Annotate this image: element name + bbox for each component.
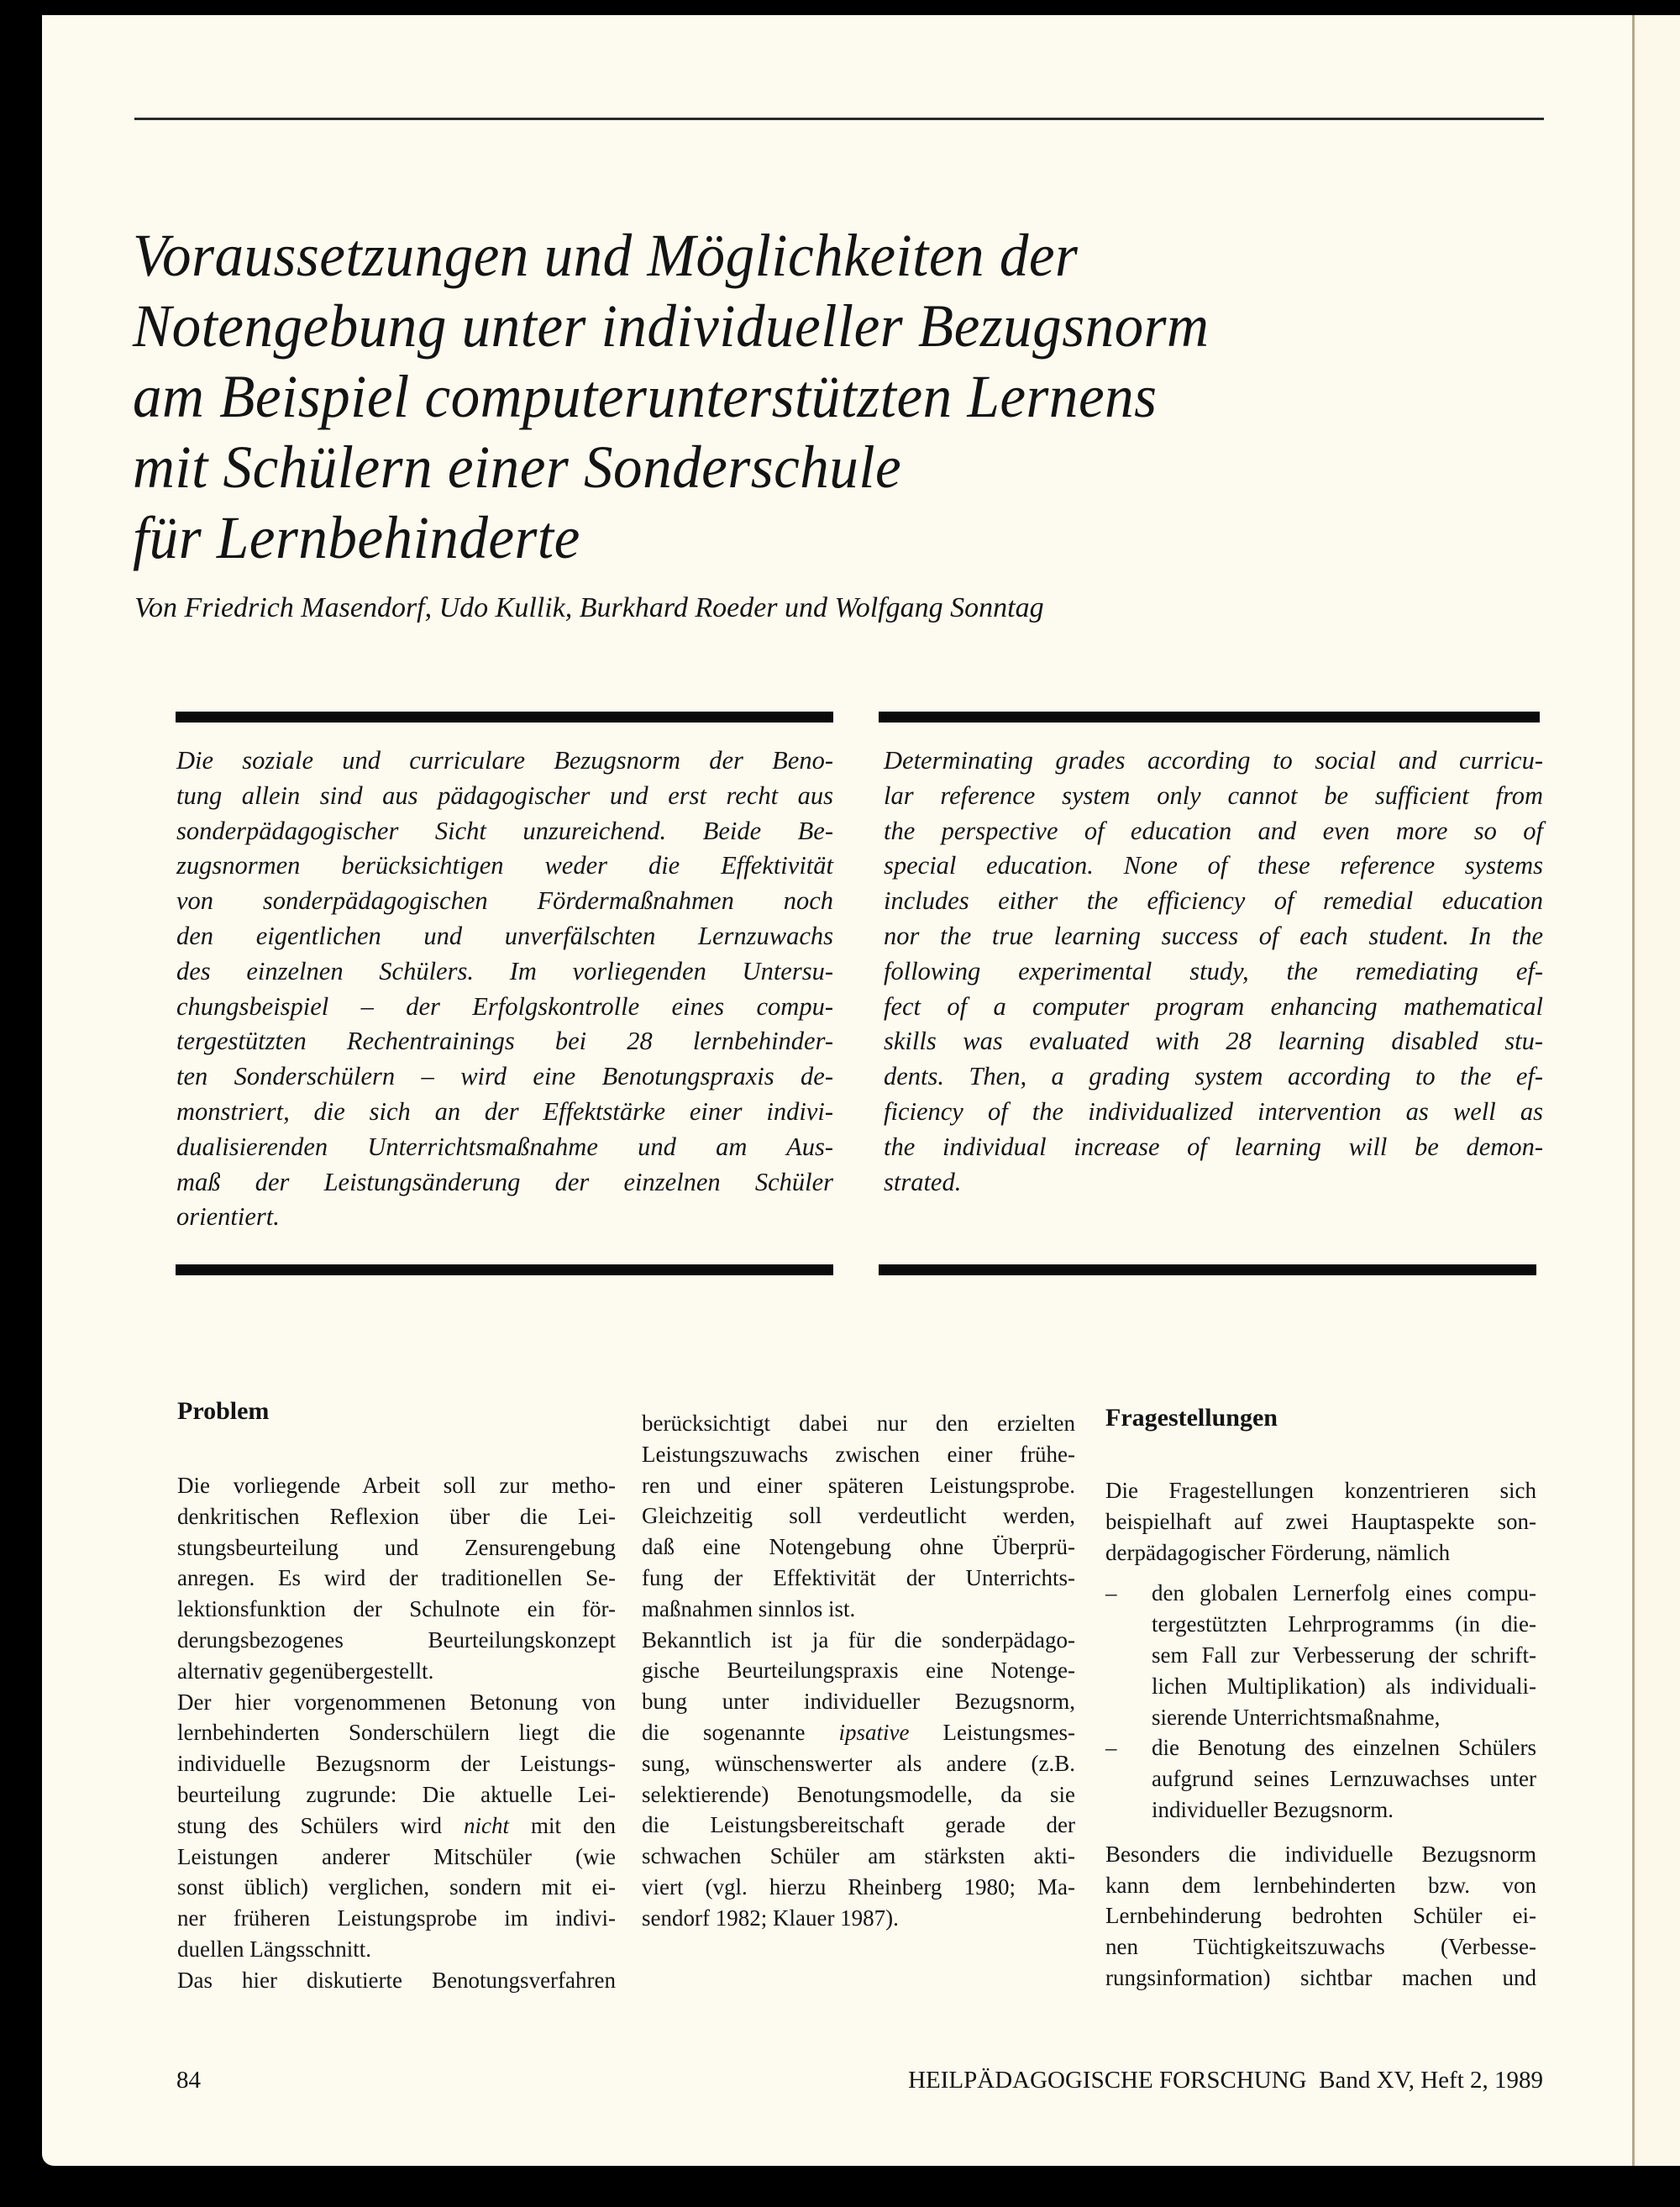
- body-column-3: [1105, 1403, 1536, 1994]
- text-line: kann dem lernbehinderten bzw. von: [1105, 1872, 1536, 1898]
- text-line: duellen Längsschnitt.: [177, 1936, 371, 1962]
- section-heading-problem: Problem: [177, 1397, 270, 1425]
- abstract-line: von sonderpädagogischen Fördermaßnahmen noch: [176, 886, 833, 916]
- journal-footer: [908, 2067, 1543, 2094]
- text-line: alternativ gegenübergestellt.: [177, 1658, 434, 1684]
- abstract-line: skills was evaluated with 28 learning disabled stu-: [884, 1027, 1543, 1056]
- abstract-line: ficiency of the individualized intervention as well as: [884, 1096, 1543, 1126]
- text-line: individuelle Bezugsnorm der Leistungs-: [177, 1751, 616, 1777]
- abstract-line: the individual increase of learning will be demon-: [884, 1132, 1543, 1161]
- abstract-line: nor the true learning success of each student. In the: [884, 921, 1543, 950]
- abstract-line: includes either the efficiency of remedial education: [884, 886, 1543, 916]
- journal-issue: Band XV, Heft 2, 1989: [1319, 2067, 1543, 2094]
- text-line: [177, 1810, 616, 1842]
- text-line: gische Beurteilungspraxis eine Notenge-: [642, 1658, 1075, 1684]
- text-line: denkritischen Reflexion über die Lei-: [177, 1503, 616, 1529]
- text-line: individueller Bezugsnorm.: [1152, 1796, 1394, 1822]
- text-line: Leistungszuwachs zwischen einer frühe-: [642, 1441, 1075, 1467]
- list-item: [1105, 1732, 1536, 1825]
- text-line: beispielhaft auf zwei Hauptaspekte son-: [1105, 1508, 1536, 1534]
- text-line: Lernbehinderung bedrohten Schüler ei-: [1105, 1903, 1536, 1929]
- text-line: die Leistungsbereitschaft gerade der: [642, 1812, 1075, 1838]
- abstract-line: den eigentlichen und unverfälschten Lernzuwachs: [176, 921, 833, 950]
- section-heading-fragestellungen: Fragestellungen: [1105, 1404, 1278, 1432]
- text-line: Das hier diskutierte Benotungsverfahren: [177, 1967, 616, 1993]
- page-number: 84: [176, 2067, 201, 2094]
- text-line: Die Fragestellungen konzentrieren sich: [1105, 1478, 1536, 1503]
- abstract-de-bottom-bar: [176, 1264, 833, 1275]
- text-line: sierende Unterrichtsmaßnahme,: [1152, 1704, 1441, 1730]
- text-line: den globalen Lernerfolg eines compu-: [1152, 1580, 1536, 1606]
- text-line: lernbehinderten Sonderschülern liegt die: [177, 1720, 616, 1746]
- title-line: Notengebung unter individueller Bezugsnorm: [133, 292, 1210, 360]
- abstract-german: [176, 744, 833, 1235]
- abstract-line: monstriert, die sich an der Effektstärke einer indivi-: [176, 1096, 833, 1126]
- text-line: stungsbeurteilung und Zensurengebung: [177, 1534, 616, 1560]
- text-line: die Benotung des einzelnen Schülers: [1152, 1735, 1536, 1761]
- text-line: lektionsfunktion der Schulnote ein för-: [177, 1596, 616, 1622]
- abstract-line: des einzelnen Schülers. Im vorliegenden Untersu-: [176, 956, 833, 985]
- abstract-line: zugsnormen berücksichtigen weder die Effektivität: [176, 851, 833, 880]
- text-line: berücksichtigt dabei nur den erzielten: [642, 1411, 1075, 1436]
- text-line: Gleichzeitig soll verdeutlicht werden,: [642, 1503, 1075, 1529]
- text-line: fung der Effektivität der Unterrichts-: [642, 1564, 1075, 1590]
- text-line: tergestützten Lehrprogramms (in die-: [1152, 1611, 1536, 1637]
- abstract-line: maß der Leistungsänderung der einzelnen Schüler: [176, 1167, 833, 1196]
- abstract-line: orientiert.: [176, 1202, 280, 1232]
- text-line: bung unter individueller Bezugsnorm,: [642, 1689, 1075, 1715]
- abstract-line: sonderpädagogischer Sicht unzureichend. Beide Be-: [176, 816, 833, 845]
- emphasis-nicht: nicht: [464, 1812, 509, 1838]
- text-line: ner früheren Leistungsprobe im indivi-: [177, 1905, 616, 1931]
- abstract-line: Die soziale und curriculare Bezugsnorm der Beno-: [176, 746, 833, 775]
- title-line: Voraussetzungen und Möglichkeiten der: [133, 222, 1079, 289]
- text-line: anregen. Es wird der traditionellen Se-: [177, 1565, 616, 1591]
- text-line: maßnahmen sinnlos ist.: [642, 1595, 856, 1621]
- text-line: schwachen Schüler am stärksten akti-: [642, 1843, 1075, 1869]
- text-line: ren und einer späteren Leistungsprobe.: [642, 1472, 1075, 1498]
- abstract-de-top-bar: [176, 712, 833, 723]
- text-line: sonst üblich) verglichen, sondern mit ei-: [177, 1874, 616, 1900]
- abstract-en-top-bar: [879, 712, 1540, 723]
- body-column-1: [177, 1396, 616, 1996]
- adjacent-page-edge: [1632, 15, 1680, 2166]
- dash-bullet-icon: –: [1105, 1735, 1117, 1761]
- text-line: rungsinformation) sichtbar machen und: [1105, 1964, 1536, 1990]
- text-span: die sogenannte: [642, 1719, 839, 1745]
- text-line: Der hier vorgenommenen Betonung von: [177, 1689, 616, 1715]
- abstract-line: tung allein sind aus pädagogischer und erst recht aus: [176, 780, 833, 810]
- list-item: [1105, 1578, 1536, 1732]
- text-line: beurteilung zugrunde: Die aktuelle Lei-: [177, 1781, 616, 1807]
- abstract-line: fect of a computer program enhancing mathematical: [884, 991, 1543, 1021]
- author-line: Von Friedrich Masendorf, Udo Kullik, Burkhard Roeder und Wolfgang Sonntag: [134, 592, 1044, 623]
- abstract-line: chungsbeispiel – der Erfolgskontrolle eines compu-: [176, 991, 833, 1021]
- text-line: sem Fall zur Verbesserung der schrift-: [1152, 1642, 1536, 1668]
- abstract-line: following experimental study, the remediating ef-: [884, 956, 1543, 985]
- text-line: derungsbezogenes Beurteilungskonzept: [177, 1626, 616, 1653]
- text-line: derpädagogischer Förderung, nämlich: [1105, 1539, 1451, 1565]
- title-line: für Lernbehinderte: [133, 504, 580, 571]
- abstract-line: special education. None of these reference systems: [884, 851, 1543, 880]
- abstract-line: dents. Then, a grading system according to the ef-: [884, 1062, 1543, 1091]
- abstract-line: tergestützten Rechentrainings bei 28 lernbehinder-: [176, 1027, 833, 1056]
- text-line: sendorf 1982; Klauer 1987).: [642, 1905, 899, 1931]
- abstract-line: the perspective of education and even more so of: [884, 816, 1543, 845]
- text-line: [642, 1717, 1075, 1748]
- title-line: am Beispiel computerunterstützten Lernens: [133, 363, 1158, 430]
- text-line: Besonders die individuelle Bezugsnorm: [1105, 1841, 1536, 1867]
- text-line: nen Tüchtigkeitszuwachs (Verbesse-: [1105, 1934, 1536, 1960]
- text-span: mit den: [509, 1812, 616, 1838]
- text-line: selektierende) Benotungsmodelle, da sie: [642, 1781, 1075, 1807]
- title-line: mit Schülern einer Sonderschule: [133, 434, 902, 501]
- abstract-en-bottom-bar: [879, 1264, 1536, 1275]
- journal-name: HEILPÄDAGOGISCHE FORSCHUNG: [908, 2067, 1307, 2094]
- abstract-line: lar reference system only cannot be sufficient from: [884, 780, 1543, 810]
- text-line: viert (vgl. hierzu Rheinberg 1980; Ma-: [642, 1873, 1075, 1900]
- abstract-line: dualisierenden Unterrichtsmaßnahme und am Aus-: [176, 1132, 833, 1161]
- abstract-english: [884, 744, 1543, 1200]
- abstract-line: ten Sonderschülern – wird eine Benotungspraxis de-: [176, 1062, 833, 1091]
- dash-bullet-icon: –: [1105, 1580, 1117, 1606]
- emphasis-ipsative: ipsative: [838, 1719, 910, 1745]
- article-title: [133, 220, 1463, 573]
- text-line: Die vorliegende Arbeit soll zur metho-: [177, 1473, 616, 1498]
- text-line: aufgrund seines Lernzuwachses unter: [1152, 1766, 1536, 1792]
- text-line: lichen Multiplikation) als individuali-: [1152, 1673, 1536, 1699]
- header-rule: [134, 118, 1544, 120]
- text-span: Leistungsmes-: [909, 1719, 1075, 1745]
- abstract-line: strated.: [884, 1167, 962, 1196]
- body-column-2: [642, 1408, 1075, 1934]
- text-line: Leistungen anderer Mitschüler (wie: [177, 1843, 616, 1869]
- text-line: sung, wünschenswerter als andere (z.B.: [642, 1750, 1075, 1776]
- text-line: Bekanntlich ist ja für die sonderpädago-: [642, 1626, 1075, 1653]
- text-span: stung des Schülers wird: [177, 1812, 464, 1838]
- abstract-line: Determinating grades according to social and curricu-: [884, 746, 1543, 775]
- text-line: daß eine Notengebung ohne Überprü-: [642, 1534, 1075, 1560]
